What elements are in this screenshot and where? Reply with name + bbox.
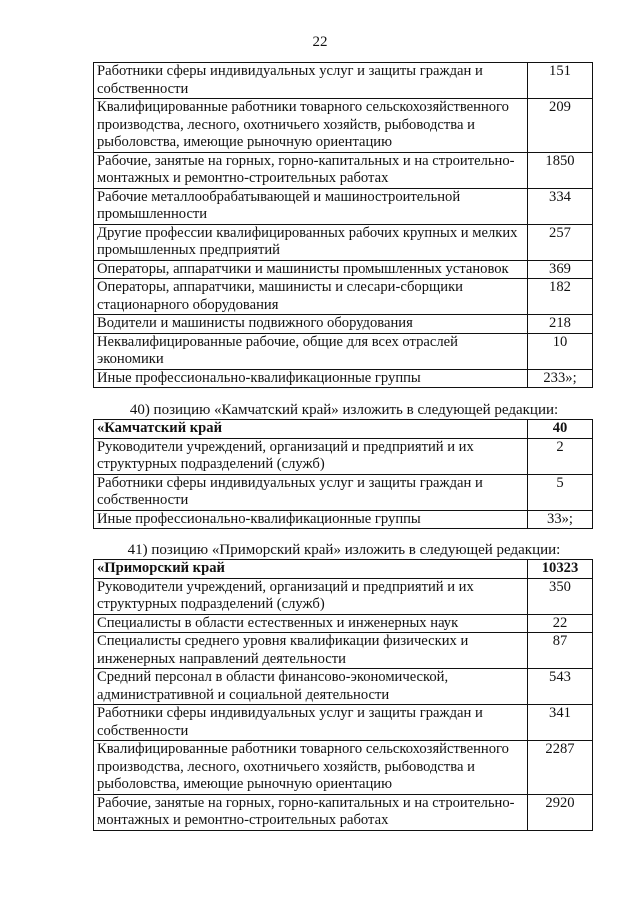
occupation-name: Операторы, аппаратчики, машинисты и слесари-сборщики стационарного оборудования	[94, 279, 528, 315]
occupation-name: Руководители учреждений, организаций и предприятий и их структурных подразделений (служб)	[94, 578, 528, 614]
table-row	[94, 188, 593, 224]
table-row	[94, 633, 593, 669]
occupation-name: Другие профессии квалифицированных рабочих крупных и мелких промышленных предприятий	[94, 224, 528, 260]
table-row	[94, 705, 593, 741]
occupation-name: Рабочие металлообрабатывающей и машиностроительной промышленности	[94, 188, 528, 224]
table-row	[94, 669, 593, 705]
occupation-count: 341	[528, 705, 593, 741]
occupation-name: Рабочие, занятые на горных, горно-капитальных и на строительно-монтажных и ремонтно-строительных работах	[94, 152, 528, 188]
occupation-count: 2920	[528, 794, 593, 830]
table-row	[94, 438, 593, 474]
occupation-count: 209	[528, 99, 593, 153]
table-row	[94, 794, 593, 830]
occupation-name: Иные профессионально-квалификационные группы	[94, 369, 528, 388]
occupation-count: 350	[528, 578, 593, 614]
region-total: 10323	[528, 560, 593, 579]
occupation-table-continued	[93, 62, 593, 388]
section-41-intro: 41) позицию «Приморский край» изложить в следующей редакции:	[127, 542, 561, 558]
occupation-count: 87	[528, 633, 593, 669]
table-row	[94, 63, 593, 99]
occupation-name: Работники сферы индивидуальных услуг и защиты граждан и собственности	[94, 474, 528, 510]
occupation-count: 182	[528, 279, 593, 315]
occupation-count: 218	[528, 315, 593, 334]
table-row	[94, 614, 593, 633]
table-row	[94, 741, 593, 795]
section-40-intro: 40) позицию «Камчатский край» изложить в следующей редакции:	[129, 402, 559, 418]
table-row	[94, 315, 593, 334]
kamchatka-table	[93, 419, 593, 529]
occupation-name: Работники сферы индивидуальных услуг и защиты граждан и собственности	[94, 63, 528, 99]
occupation-name: Квалифицированные работники товарного сельскохозяйственного производства, лесного, охотничьего хозяйств, рыбоводства и рыболовства, имеющие рыночную ориентацию	[94, 741, 528, 795]
occupation-name: Специалисты среднего уровня квалификации физических и инженерных направлений деятельности	[94, 633, 528, 669]
occupation-name: Водители и машинисты подвижного оборудования	[94, 315, 528, 334]
occupation-count: 1850	[528, 152, 593, 188]
occupation-count: 543	[528, 669, 593, 705]
occupation-count: 151	[528, 63, 593, 99]
primorye-table	[93, 559, 593, 831]
occupation-count: 10	[528, 333, 593, 369]
table-row	[94, 510, 593, 529]
occupation-count: 334	[528, 188, 593, 224]
occupation-name: Операторы, аппаратчики и машинисты промышленных установок	[94, 260, 528, 279]
occupation-name: Специалисты в области естественных и инженерных наук	[94, 614, 528, 633]
occupation-name: Неквалифицированные рабочие, общие для всех отраслей экономики	[94, 333, 528, 369]
table-row	[94, 224, 593, 260]
table-row	[94, 369, 593, 388]
occupation-count: 369	[528, 260, 593, 279]
table-row	[94, 279, 593, 315]
occupation-count: 22	[528, 614, 593, 633]
occupation-count: 233»;	[528, 369, 593, 388]
region-name: «Камчатский край	[94, 420, 528, 439]
occupation-name: Квалифицированные работники товарного сельскохозяйственного производства, лесного, охотничьего хозяйств, рыбоводства и рыболовства, имеющие рыночную ориентацию	[94, 99, 528, 153]
page-number: 22	[312, 34, 328, 50]
occupation-count: 257	[528, 224, 593, 260]
occupation-count: 2287	[528, 741, 593, 795]
table-header-row	[94, 420, 593, 439]
occupation-name: Рабочие, занятые на горных, горно-капитальных и на строительно-монтажных и ремонтно-строительных работах	[94, 794, 528, 830]
occupation-count: 5	[528, 474, 593, 510]
occupation-count: 2	[528, 438, 593, 474]
table-row	[94, 99, 593, 153]
table-row	[94, 474, 593, 510]
table-row	[94, 152, 593, 188]
occupation-name: Работники сферы индивидуальных услуг и защиты граждан и собственности	[94, 705, 528, 741]
table-row	[94, 260, 593, 279]
occupation-count: 33»;	[528, 510, 593, 529]
table-header-row	[94, 560, 593, 579]
region-name: «Приморский край	[94, 560, 528, 579]
table-row	[94, 333, 593, 369]
region-total: 40	[528, 420, 593, 439]
occupation-name: Средний персонал в области финансово-экономической, административной и социальной деятельности	[94, 669, 528, 705]
occupation-name: Руководители учреждений, организаций и предприятий и их структурных подразделений (служб)	[94, 438, 528, 474]
table-row	[94, 578, 593, 614]
occupation-name: Иные профессионально-квалификационные группы	[94, 510, 528, 529]
